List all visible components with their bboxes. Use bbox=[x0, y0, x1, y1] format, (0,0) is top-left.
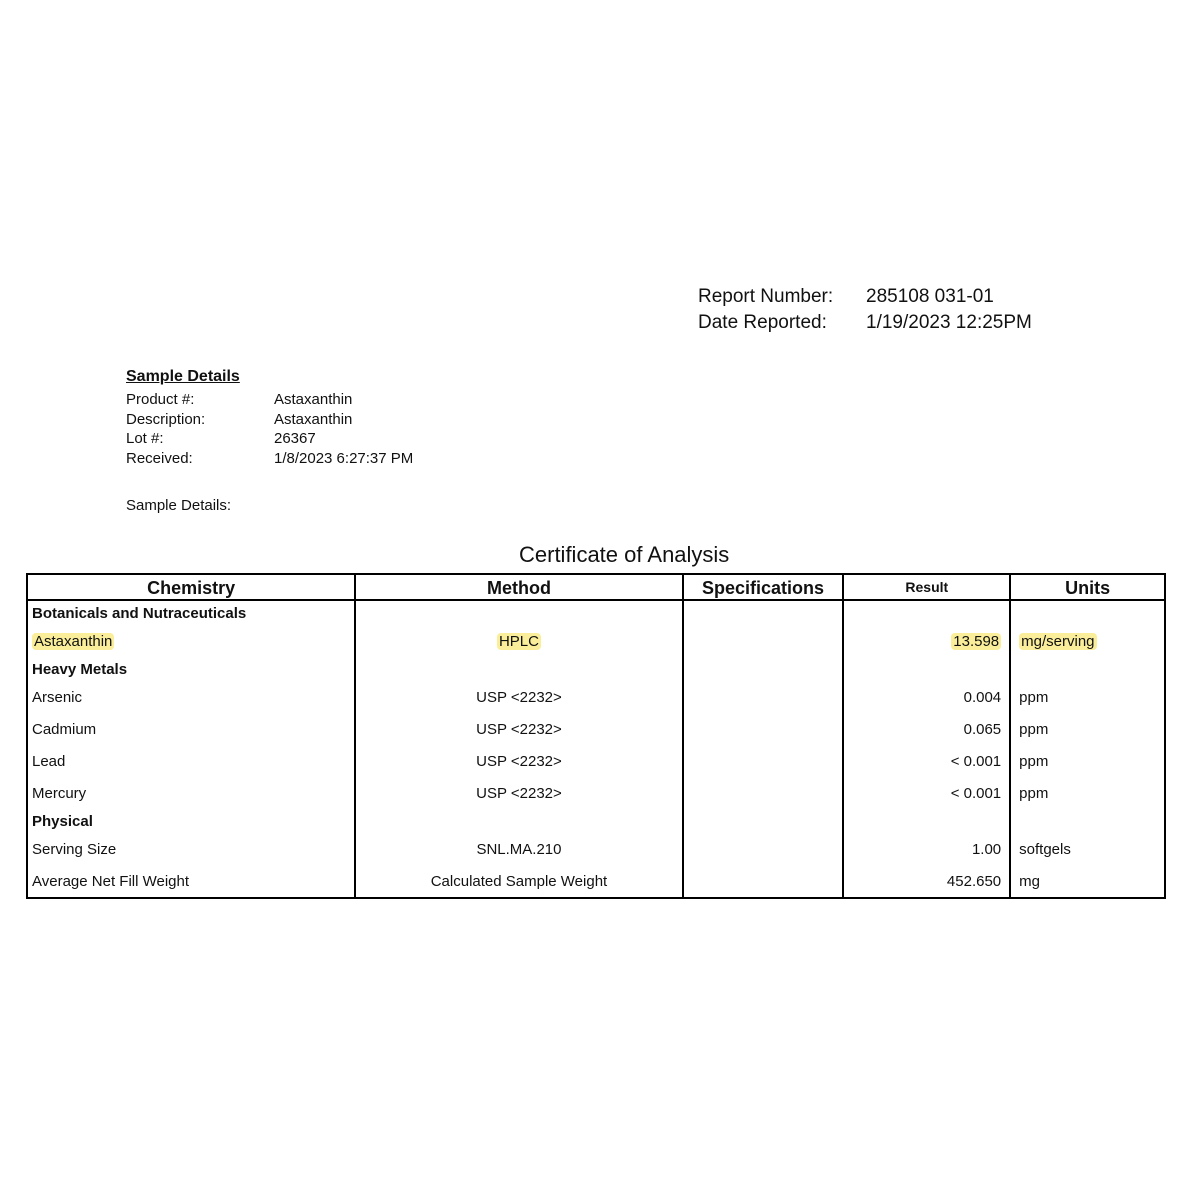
result-cell: 452.650 bbox=[843, 865, 1010, 898]
report-number-row bbox=[698, 284, 1032, 310]
sample-label: Lot #: bbox=[126, 430, 164, 447]
table-row bbox=[27, 625, 1165, 657]
coa-table bbox=[26, 573, 1166, 899]
spec-cell bbox=[683, 777, 844, 809]
sample-label: Description: bbox=[126, 410, 206, 428]
chemistry-cell: Mercury bbox=[27, 777, 355, 809]
table-header-row bbox=[27, 574, 1165, 600]
sample-details-title: Sample Details bbox=[126, 368, 240, 385]
section-row bbox=[27, 600, 1165, 625]
sample-value: Astaxanthin bbox=[274, 410, 353, 428]
table-row bbox=[27, 745, 1165, 777]
section-row bbox=[27, 809, 1165, 833]
spec-cell bbox=[683, 745, 844, 777]
sample-label: Product #: bbox=[126, 391, 195, 408]
method-cell: HPLC bbox=[498, 632, 539, 650]
chemistry-cell: Average Net Fill Weight bbox=[27, 865, 355, 898]
chemistry-cell: Astaxanthin bbox=[34, 632, 113, 650]
units-cell: ppm bbox=[1010, 713, 1165, 745]
chemistry-cell: Lead bbox=[27, 745, 355, 777]
table-row bbox=[27, 681, 1165, 713]
method-cell: USP <2232> bbox=[355, 745, 682, 777]
sample-row-lot bbox=[126, 429, 413, 449]
method-cell: USP <2232> bbox=[355, 713, 682, 745]
coa-title: Certificate of Analysis bbox=[519, 542, 730, 567]
units-cell: softgels bbox=[1010, 833, 1165, 865]
units-cell: mg bbox=[1010, 865, 1165, 898]
table-row bbox=[27, 713, 1165, 745]
result-cell: 1.00 bbox=[843, 833, 1010, 865]
spec-cell bbox=[683, 713, 844, 745]
table-row bbox=[27, 777, 1165, 809]
units-cell: ppm bbox=[1010, 777, 1165, 809]
section-label: Heavy Metals bbox=[27, 657, 355, 681]
units-cell: mg/serving bbox=[1021, 632, 1095, 650]
chemistry-cell: Cadmium bbox=[27, 713, 355, 745]
sample-row-product bbox=[126, 390, 413, 410]
result-cell: < 0.001 bbox=[843, 745, 1010, 777]
spec-cell bbox=[683, 833, 844, 865]
spec-cell bbox=[683, 625, 844, 657]
sample-value: 1/8/2023 6:27:37 PM bbox=[274, 449, 414, 467]
sample-row-received bbox=[126, 449, 413, 469]
section-label: Botanicals and Nutraceuticals bbox=[27, 600, 355, 625]
header-units: Units bbox=[1010, 574, 1165, 600]
sample-details-label: Sample Details: bbox=[126, 497, 232, 514]
chemistry-cell: Arsenic bbox=[27, 681, 355, 713]
sample-value: 26367 bbox=[274, 430, 316, 447]
chemistry-cell: Serving Size bbox=[27, 833, 355, 865]
spec-cell bbox=[683, 681, 844, 713]
date-reported-label: Date Reported: bbox=[698, 312, 827, 333]
method-cell: USP <2232> bbox=[355, 681, 682, 713]
units-cell: ppm bbox=[1010, 745, 1165, 777]
table-row bbox=[27, 833, 1165, 865]
sample-value: Astaxanthin bbox=[274, 391, 353, 408]
spec-cell bbox=[683, 865, 844, 898]
section-label: Physical bbox=[27, 809, 355, 833]
result-cell: < 0.001 bbox=[843, 777, 1010, 809]
method-cell: SNL.MA.210 bbox=[355, 833, 682, 865]
report-number-label: Report Number: bbox=[698, 286, 834, 307]
date-reported-value: 1/19/2023 12:25PM bbox=[866, 312, 1032, 333]
sample-label: Received: bbox=[126, 449, 193, 467]
method-cell: USP <2232> bbox=[355, 777, 682, 809]
result-cell: 0.065 bbox=[843, 713, 1010, 745]
sample-details bbox=[126, 368, 413, 468]
header-specifications: Specifications bbox=[683, 574, 844, 600]
report-number-value: 285108 031-01 bbox=[866, 286, 994, 307]
date-reported-row bbox=[698, 310, 1032, 336]
result-cell: 13.598 bbox=[953, 632, 1000, 650]
sample-row-description bbox=[126, 410, 413, 430]
section-row bbox=[27, 657, 1165, 681]
result-cell: 0.004 bbox=[843, 681, 1010, 713]
method-cell: Calculated Sample Weight bbox=[355, 865, 682, 898]
header-method: Method bbox=[355, 574, 682, 600]
units-cell: ppm bbox=[1010, 681, 1165, 713]
report-info bbox=[698, 284, 1032, 336]
table-row bbox=[27, 865, 1165, 898]
header-result: Result bbox=[843, 574, 1010, 600]
header-chemistry: Chemistry bbox=[27, 574, 355, 600]
